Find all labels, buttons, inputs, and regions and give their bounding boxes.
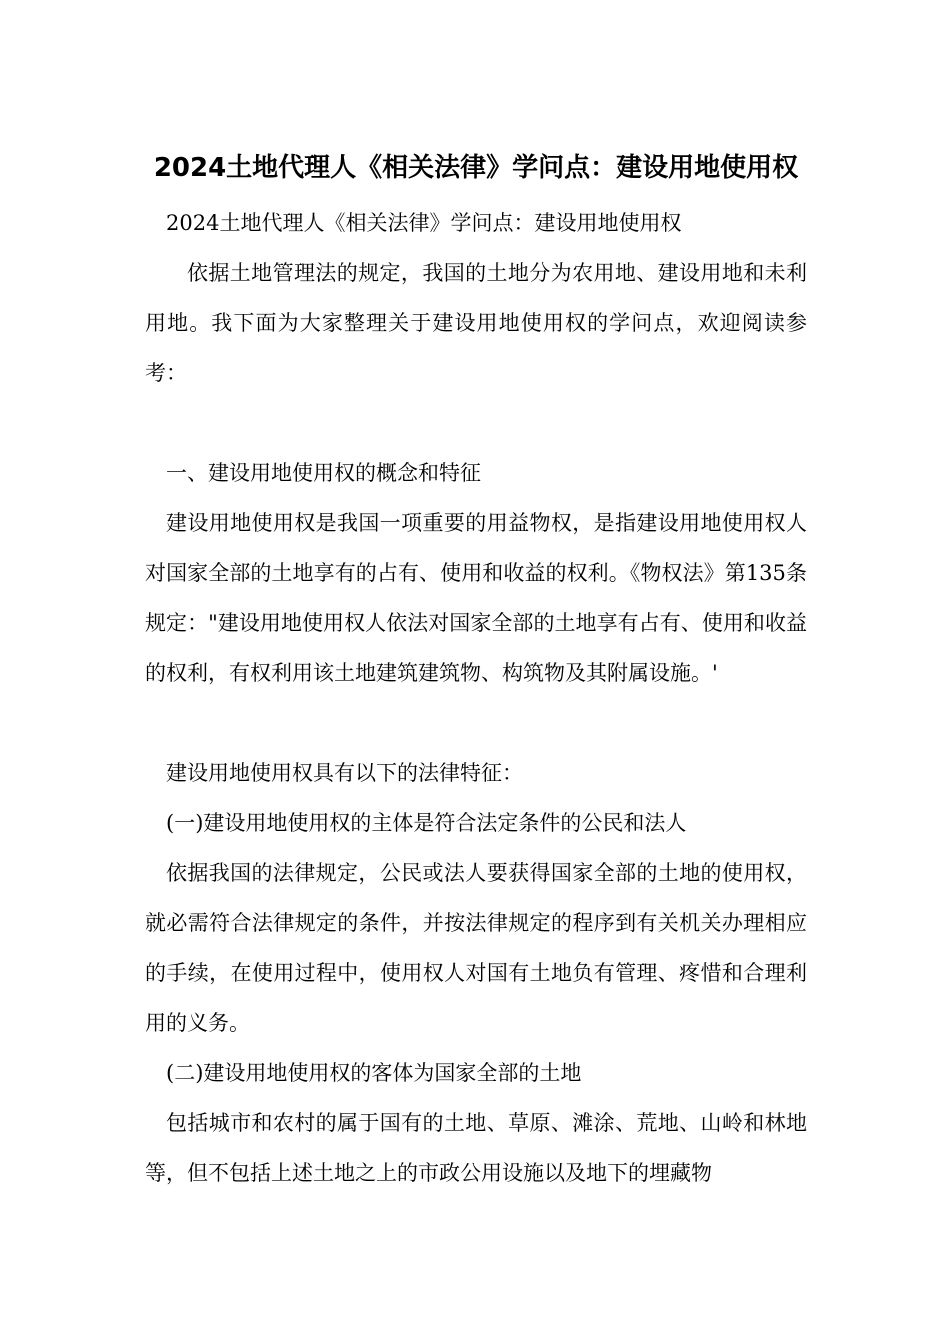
document-title: 2024土地代理人《相关法律》学问点：建设用地使用权: [153, 153, 799, 183]
feature-paragraph: 依据我国的法律规定，公民或法人要获得国家全部的土地的使用权，就必需符合法律规定的条件，并按法律规定的程序到有关机关办理相应的手续，在使用过程中，使用权人对国有土地负有管理、疼惜和合理利用的义务。: [145, 861, 807, 1035]
feature-paragraph: 包括城市和农村的属于国有的土地、草原、滩涂、荒地、山岭和林地等，但不包括上述土地之上的市政公用设施以及地下的埋藏物: [145, 1111, 807, 1185]
section-heading: 一、建设用地使用权的概念和特征: [166, 461, 481, 485]
features-lead: 建设用地使用权具有以下的法律特征：: [166, 761, 523, 785]
document-subtitle: 2024土地代理人《相关法律》学问点：建设用地使用权: [166, 211, 682, 235]
intro-paragraph: 依据土地管理法的规定，我国的土地分为农用地、建设用地和未利用地。我下面为大家整理关于建设用地使用权的学问点，欢迎阅读参考：: [145, 261, 807, 385]
feature-heading: (二)建设用地使用权的客体为国家全部的土地: [166, 1061, 582, 1085]
feature-heading: (一)建设用地使用权的主体是符合法定条件的公民和法人: [166, 811, 687, 835]
section-paragraph: 建设用地使用权是我国一项重要的用益物权，是指建设用地使用权人对国家全部的土地享有的占有、使用和收益的权利。《物权法》第135条规定："建设用地使用权人依法对国家全部的土地享有占有、使用和收益的权利，有权利用该土地建筑建筑物、构筑物及其附属设施。': [145, 511, 807, 685]
document-page: [145, 0, 807, 1344]
